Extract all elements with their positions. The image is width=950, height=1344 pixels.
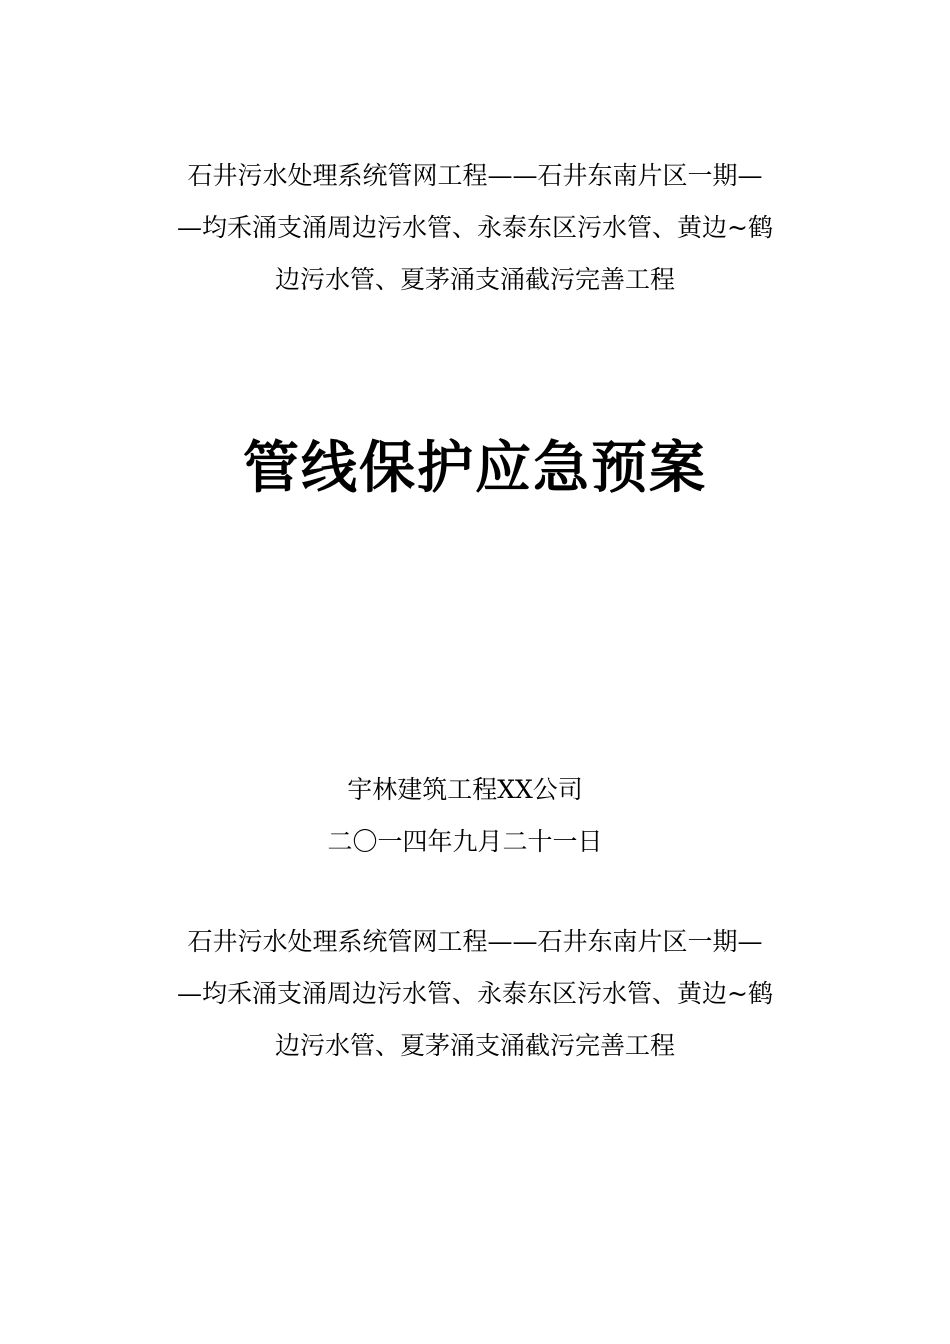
main-title: 管线保护应急预案 bbox=[243, 435, 707, 501]
project-title-bottom-line-1: 石井污水处理系统管网工程——石井东南片区一期— bbox=[187, 927, 763, 956]
project-title-bottom bbox=[120, 916, 830, 1072]
document-date: 二〇一四年九月二十一日 bbox=[327, 827, 603, 856]
project-title-top-line-2: —均禾涌支涌周边污水管、永泰东区污水管、黄边~鹤 bbox=[177, 213, 773, 242]
project-title-top-line-1: 石井污水处理系统管网工程——石井东南片区一期— bbox=[187, 161, 763, 190]
project-title-bottom-line-2: —均禾涌支涌周边污水管、永泰东区污水管、黄边~鹤 bbox=[177, 979, 773, 1008]
project-title-top-line-3: 边污水管、夏茅涌支涌截污完善工程 bbox=[274, 265, 675, 294]
project-title-top bbox=[120, 150, 830, 306]
company-name: 宇林建筑工程XX公司 bbox=[347, 775, 583, 804]
project-title-bottom-line-3: 边污水管、夏茅涌支涌截污完善工程 bbox=[274, 1031, 675, 1060]
